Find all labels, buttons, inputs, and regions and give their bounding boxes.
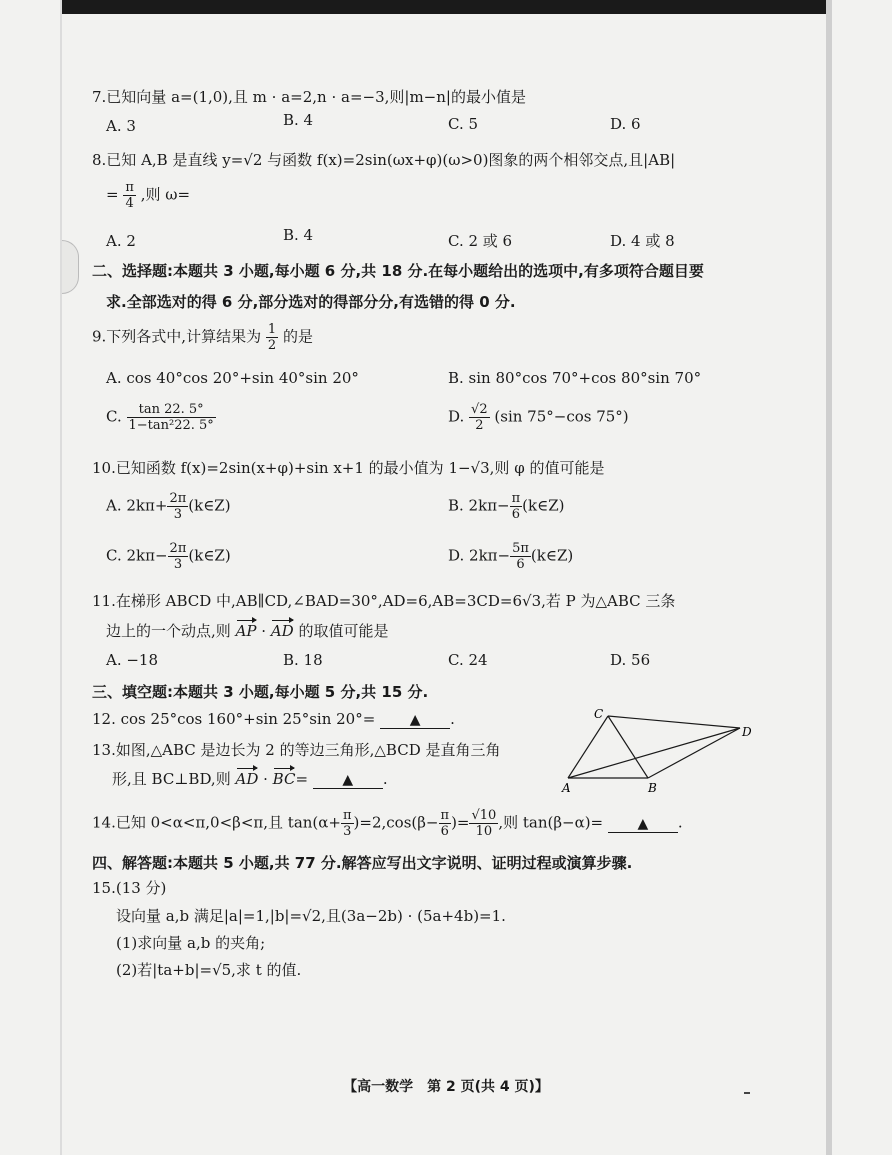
- q10-option-c-den: 3: [173, 557, 183, 572]
- q8-frac-num: π: [125, 180, 134, 195]
- q7-option-a: A. 3: [106, 117, 136, 135]
- q9-option-b: B. sin 80°cos 70°+cos 80°sin 70°: [448, 369, 702, 387]
- q9-stem: [92, 322, 313, 353]
- scan-top-edge: [60, 0, 832, 14]
- q10-option-c-post: (k∈Z): [188, 546, 231, 565]
- q14-f1-den: 3: [343, 824, 352, 839]
- q10-stem: 10.已知函数 f(x)=2sin(x+φ)+sin x+1 的最小值为 1−√3,则 φ 的值可能是: [92, 459, 605, 477]
- q11-stem-line1: 11.在梯形 ABCD 中,AB∥CD,∠BAD=30°,AD=6,AB=3CD=6√3,若 P 为△ABC 三条: [92, 592, 676, 610]
- q10-option-c-fraction: [168, 541, 189, 572]
- segment-cd: [608, 716, 740, 728]
- q14-post: ,则 tan(β−α)=: [498, 813, 604, 832]
- q7-stem: 7.已知向量 a=(1,0),且 m · a=2,n · a=−3,则|m−n|的最小值是: [92, 88, 526, 106]
- q13-stem-line1: 13.如图,△ABC 是边长为 2 的等边三角形,△BCD 是直角三角: [92, 741, 501, 759]
- q9-option-d-label: D.: [448, 407, 465, 426]
- q10-option-c: [106, 541, 231, 572]
- q11-option-d: D. 56: [610, 651, 651, 669]
- q11-vector-ap: AP: [235, 622, 257, 640]
- q14-answer-blank: [608, 816, 678, 833]
- q8-stem-suffix: ,则 ω=: [140, 185, 191, 204]
- triangle-figure: [560, 706, 760, 798]
- q13-eq: =: [295, 770, 309, 788]
- segment-ad: [568, 728, 740, 778]
- q9-option-c-fraction: [127, 402, 216, 433]
- q14-mid2: )=: [451, 813, 470, 832]
- q14-f2-den: 6: [440, 824, 449, 839]
- q8-stem-prefix: =: [106, 185, 119, 204]
- q10-option-d-post: (k∈Z): [530, 546, 574, 565]
- segment-bd: [648, 728, 740, 778]
- q10-option-a-post: (k∈Z): [188, 496, 231, 515]
- q10-option-c-pre: C. 2kπ−: [106, 546, 168, 565]
- q15-line1: 设向量 a,b 满足|a|=1,|b|=√2,且(3a−2b) · (5a+4b)=1.: [116, 907, 506, 925]
- q12-stem: [92, 710, 455, 729]
- q7-option-d: D. 6: [610, 115, 641, 133]
- q9-frac-num: 1: [267, 322, 277, 337]
- q9-option-d-den: 2: [475, 418, 484, 433]
- vertex-label-d: D: [742, 725, 752, 739]
- q10-option-a-den: 3: [173, 507, 182, 522]
- q13-line2-pre: 形,且 BC⊥BD,则: [112, 770, 231, 788]
- q10-option-d: [448, 541, 573, 572]
- q14-blank-mark: ▲: [637, 815, 649, 832]
- q11-stem-line2: [106, 620, 388, 641]
- q8-option-d: D. 4 或 8: [610, 232, 675, 250]
- q11-stem-line2-pre: 边上的一个动点,则: [106, 622, 231, 640]
- q9-fraction: [266, 322, 278, 353]
- q12-blank-mark: ▲: [409, 712, 421, 728]
- q13-answer-blank: [313, 772, 383, 789]
- q9-option-d-fraction: [469, 402, 490, 433]
- q10-option-d-den: 6: [516, 557, 525, 572]
- q15-title: 15.(13 分): [92, 879, 167, 897]
- q8-option-a: A. 2: [106, 232, 136, 250]
- q15-line3: (2)若|ta+b|=√5,求 t 的值.: [116, 961, 302, 979]
- q8-stem-line2: [106, 180, 190, 211]
- q10-option-b-fraction: [510, 491, 523, 522]
- binder-hole: [62, 240, 79, 294]
- q14-stem: [92, 808, 683, 839]
- section2-heading-line2: 求.全部选对的得 6 分,部分选对的得部分分,有选错的得 0 分.: [106, 293, 516, 311]
- q14-f3-num: √10: [471, 808, 497, 823]
- q10-option-b: [448, 491, 565, 522]
- q12-text: 12. cos 25°cos 160°+sin 25°sin 20°=: [92, 710, 376, 728]
- q11-stem-line2-post: 的取值可能是: [298, 622, 389, 640]
- q8-frac-den: 4: [125, 196, 134, 211]
- q14-fraction-3: [469, 808, 498, 839]
- q10-option-a-pre: A. 2kπ+: [106, 496, 168, 515]
- q13-end: .: [382, 770, 388, 788]
- q10-option-a: [106, 491, 231, 522]
- q9-option-d-rest: (sin 75°−cos 75°): [494, 407, 629, 426]
- q10-option-d-num: 5π: [512, 541, 529, 556]
- q10-option-d-fraction: [510, 541, 531, 572]
- q9-stem-suffix: 的是: [282, 327, 313, 346]
- q13-dot: ·: [258, 770, 273, 788]
- q13-vector-bc: BC: [272, 770, 296, 788]
- q14-end: .: [677, 813, 683, 832]
- q9-option-d-num: √2: [471, 402, 488, 417]
- q11-option-b: B. 18: [283, 651, 323, 669]
- q7-option-c: C. 5: [448, 115, 479, 133]
- q7-option-b: B. 4: [283, 111, 314, 129]
- q9-option-c-num: tan 22. 5°: [127, 402, 216, 418]
- q13-blank-mark: ▲: [342, 772, 354, 788]
- q10-option-b-post: (k∈Z): [522, 496, 565, 515]
- section4-heading: 四、解答题:本题共 5 小题,共 77 分.解答应写出文字说明、证明过程或演算步骤.: [92, 854, 633, 872]
- q11-dot: ·: [256, 622, 271, 640]
- q15-line2: (1)求向量 a,b 的夹角;: [116, 934, 266, 952]
- q10-option-c-num: 2π: [169, 541, 187, 556]
- page-footer: 【高一数学 第 2 页(共 4 页)】: [343, 1079, 549, 1095]
- q10-option-a-fraction: [167, 491, 188, 522]
- vertex-label-a: A: [562, 781, 571, 795]
- q11-vector-ad: AD: [270, 622, 294, 640]
- q11-option-c: C. 24: [448, 651, 488, 669]
- section2-heading-line1: 二、选择题:本题共 3 小题,每小题 6 分,共 18 分.在每小题给出的选项中,有多项符合题目要: [92, 262, 704, 280]
- q9-option-c-label: C.: [106, 407, 122, 426]
- section3-heading: 三、填空题:本题共 3 小题,每小题 5 分,共 15 分.: [92, 683, 429, 701]
- q14-fraction-2: [439, 808, 452, 839]
- scan-left-edge: [60, 0, 62, 1155]
- q14-f2-num: π: [440, 808, 450, 823]
- q9-option-c: [106, 402, 216, 433]
- q10-option-b-den: 6: [511, 507, 521, 522]
- q14-fraction-1: [341, 808, 354, 839]
- q13-vector-ad: AD: [235, 770, 259, 788]
- q11-option-a: A. −18: [106, 651, 159, 669]
- q8-stem-line1: 8.已知 A,B 是直线 y=√2 与函数 f(x)=2sin(ωx+φ)(ω>0)图象的两个相邻交点,且|AB|: [92, 151, 676, 169]
- q8-fraction: [123, 180, 136, 211]
- q8-option-b: B. 4: [283, 226, 314, 244]
- q9-option-a: A. cos 40°cos 20°+sin 40°sin 20°: [106, 369, 359, 387]
- q10-option-a-num: 2π: [169, 491, 187, 506]
- q12-end: .: [450, 710, 455, 728]
- q9-option-c-den: 1−tan²22. 5°: [128, 418, 214, 433]
- vertex-label-c: C: [594, 707, 604, 721]
- q9-option-d: [448, 402, 629, 433]
- q14-pre: 14.已知 0<α<π,0<β<π,且 tan(α+: [92, 813, 341, 832]
- q10-option-d-pre: D. 2kπ−: [448, 546, 511, 565]
- q14-f3-den: 10: [475, 824, 493, 839]
- q14-mid1: )=2,cos(β−: [353, 813, 439, 832]
- q14-f1-num: π: [343, 808, 352, 823]
- vertex-label-b: B: [648, 781, 657, 795]
- q8-option-c: C. 2 或 6: [448, 232, 513, 250]
- corner-mark: [744, 1092, 750, 1094]
- q12-answer-blank: [380, 712, 450, 729]
- q10-option-b-pre: B. 2kπ−: [448, 496, 510, 515]
- q9-stem-prefix: 9.下列各式中,计算结果为: [92, 327, 262, 346]
- q10-option-b-num: π: [511, 491, 521, 506]
- segment-bc: [608, 716, 648, 778]
- q13-stem-line2: [112, 768, 388, 789]
- q9-frac-den: 2: [267, 338, 277, 353]
